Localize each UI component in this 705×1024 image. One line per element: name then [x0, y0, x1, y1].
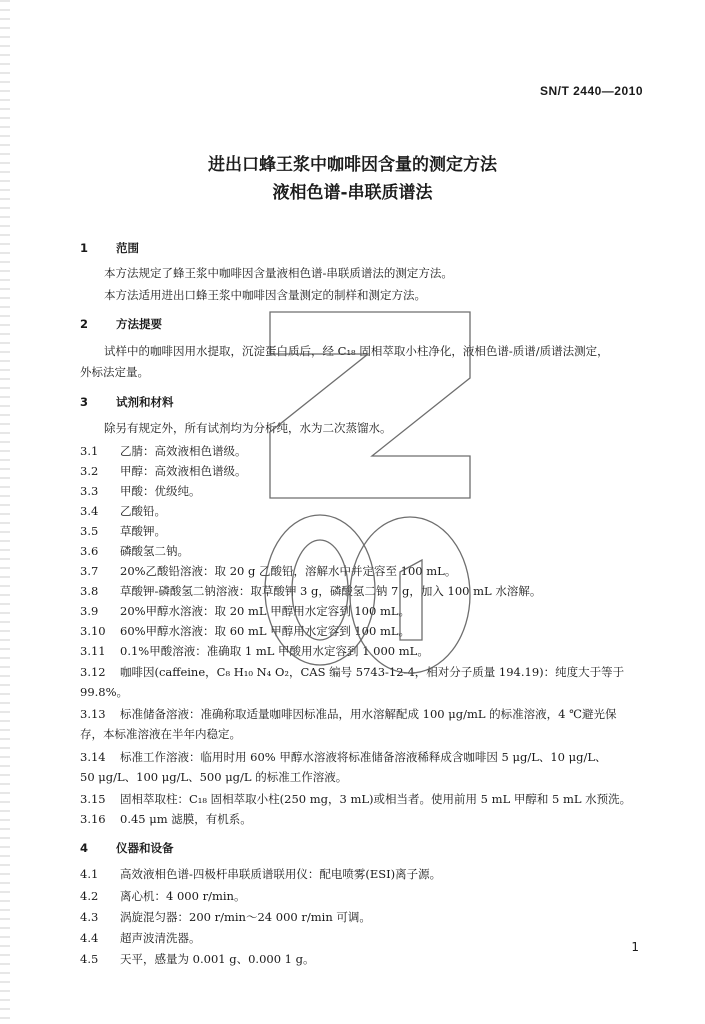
standard-number: SN/T 2440—2010	[539, 84, 643, 98]
item-number: 4.2	[80, 889, 99, 903]
item-text: 草酸钾。	[120, 524, 166, 538]
list-item	[80, 643, 429, 659]
item-text: 20%乙酸铅溶液：取 20 g 乙酸铅，溶解水中并定容至 100 mL。	[120, 564, 457, 578]
item-number: 3.11	[80, 644, 106, 658]
paragraph: 试样中的咖啡因用水提取，沉淀蛋白质后，经 C₁₈ 固相萃取小柱净化，液相色谱-质谱/质谱法测定，	[104, 344, 609, 358]
section-title: 试剂和材料	[116, 395, 174, 409]
list-item	[80, 543, 189, 559]
paragraph: 外标法定量。	[80, 365, 149, 379]
item-text: 乙酸铅。	[120, 504, 166, 518]
list-item-continuation: 存，本标准溶液在半年内稳定。	[80, 727, 241, 741]
item-number: 3.7	[80, 564, 99, 578]
list-item	[80, 930, 201, 946]
item-number: 3.5	[80, 524, 99, 538]
item-number: 3.13	[80, 707, 106, 721]
section-title: 仪器和设备	[116, 841, 174, 855]
section-number: 3	[80, 395, 89, 409]
item-text: 天平，感量为 0.001 g、0.000 1 g。	[120, 952, 315, 966]
item-number: 3.10	[80, 624, 106, 638]
item-text: 超声波清洗器。	[120, 931, 201, 945]
item-number: 3.1	[80, 444, 99, 458]
list-item	[80, 563, 456, 579]
list-item	[80, 866, 441, 882]
item-text: 涡旋混匀器：200 r/min～24 000 r/min 可调。	[120, 910, 371, 924]
item-number: 3.14	[80, 750, 106, 764]
list-item	[80, 623, 410, 639]
section-2-heading	[80, 316, 162, 332]
list-item-continuation: 50 μg/L、100 μg/L、500 μg/L 的标准工作溶液。	[80, 770, 348, 784]
list-item-continuation: 99.8%。	[80, 685, 129, 699]
section-1-heading	[80, 240, 139, 256]
list-item	[80, 664, 624, 680]
list-item	[80, 463, 247, 479]
item-text: 离心机：4 000 r/min。	[120, 889, 246, 903]
list-item	[80, 909, 371, 925]
paragraph: 本方法适用进出口蜂王浆中咖啡因含量测定的制样和测定方法。	[104, 288, 426, 302]
item-text: 磷酸氢二钠。	[120, 544, 189, 558]
item-text: 标准工作溶液：临用时用 60% 甲醇水溶液将标准储备溶液稀释成含咖啡因 5 μg/L、10 μg/L、	[120, 750, 607, 764]
item-text: 甲酸：优级纯。	[120, 484, 201, 498]
section-title: 范围	[116, 241, 139, 255]
item-text: 标准储备溶液：准确称取适量咖啡因标准品，用水溶解配成 100 μg/mL 的标准溶液，4 ℃避光保	[120, 707, 617, 721]
item-number: 3.9	[80, 604, 99, 618]
section-4-heading	[80, 840, 174, 856]
item-text: 20%甲醇水溶液：取 20 mL 甲醇用水定容到 100 mL。	[120, 604, 411, 618]
item-text: 0.1%甲酸溶液：准确取 1 mL 甲酸用水定容到 1 000 mL。	[120, 644, 429, 658]
item-number: 3.2	[80, 464, 99, 478]
list-item	[80, 951, 315, 967]
paragraph: 除另有规定外，所有试剂均为分析纯，水为二次蒸馏水。	[104, 421, 392, 435]
list-item	[80, 503, 166, 519]
section-title: 方法提要	[116, 317, 162, 331]
list-item	[80, 603, 410, 619]
item-text: 草酸钾-磷酸氢二钠溶液：取草酸钾 3 g，磷酸氢二钠 7 g，加入 100 mL 水溶解。	[120, 584, 542, 598]
document-title-line2: 液相色谱-串联质谱法	[272, 183, 433, 203]
item-number: 3.15	[80, 792, 106, 806]
item-text: 咖啡因(caffeine，C₈ H₁₀ N₄ O₂，CAS 编号 5743-12-4，相对分子质量 194.19)：纯度大于等于	[120, 665, 625, 679]
item-number: 3.3	[80, 484, 99, 498]
item-text: 甲醇：高效液相色谱级。	[120, 464, 247, 478]
section-number: 1	[80, 241, 89, 255]
list-item	[80, 443, 247, 459]
item-number: 4.1	[80, 867, 99, 881]
list-item	[80, 483, 201, 499]
paragraph: 本方法规定了蜂王浆中咖啡因含量液相色谱-串联质谱法的测定方法。	[104, 266, 453, 280]
item-text: 固相萃取柱：C₁₈ 固相萃取小柱(250 mg，3 mL)或相当者。使用前用 5 mL 甲醇和 5 mL 水预洗。	[120, 792, 632, 806]
item-number: 4.4	[80, 931, 99, 945]
section-3-heading	[80, 394, 174, 410]
list-item	[80, 749, 606, 765]
item-number: 3.4	[80, 504, 99, 518]
list-item	[80, 791, 631, 807]
item-text: 高效液相色谱-四极杆串联质谱联用仪：配电喷雾(ESI)离子源。	[120, 867, 442, 881]
item-number: 3.8	[80, 584, 99, 598]
item-text: 乙腈：高效液相色谱级。	[120, 444, 247, 458]
item-text: 60%甲醇水溶液：取 60 mL 甲醇用水定容到 100 mL。	[120, 624, 411, 638]
list-item	[80, 523, 166, 539]
page-number: 1	[631, 940, 639, 954]
document-title-line1: 进出口蜂王浆中咖啡因含量的测定方法	[208, 155, 497, 175]
list-item	[80, 888, 245, 904]
list-item	[80, 583, 541, 599]
section-number: 2	[80, 317, 89, 331]
list-item	[80, 811, 252, 827]
item-number: 3.12	[80, 665, 106, 679]
item-number: 3.16	[80, 812, 106, 826]
section-number: 4	[80, 841, 89, 855]
item-number: 4.5	[80, 952, 99, 966]
list-item	[80, 706, 617, 722]
item-text: 0.45 μm 滤膜，有机系。	[120, 812, 252, 826]
item-number: 4.3	[80, 910, 99, 924]
item-number: 3.6	[80, 544, 99, 558]
